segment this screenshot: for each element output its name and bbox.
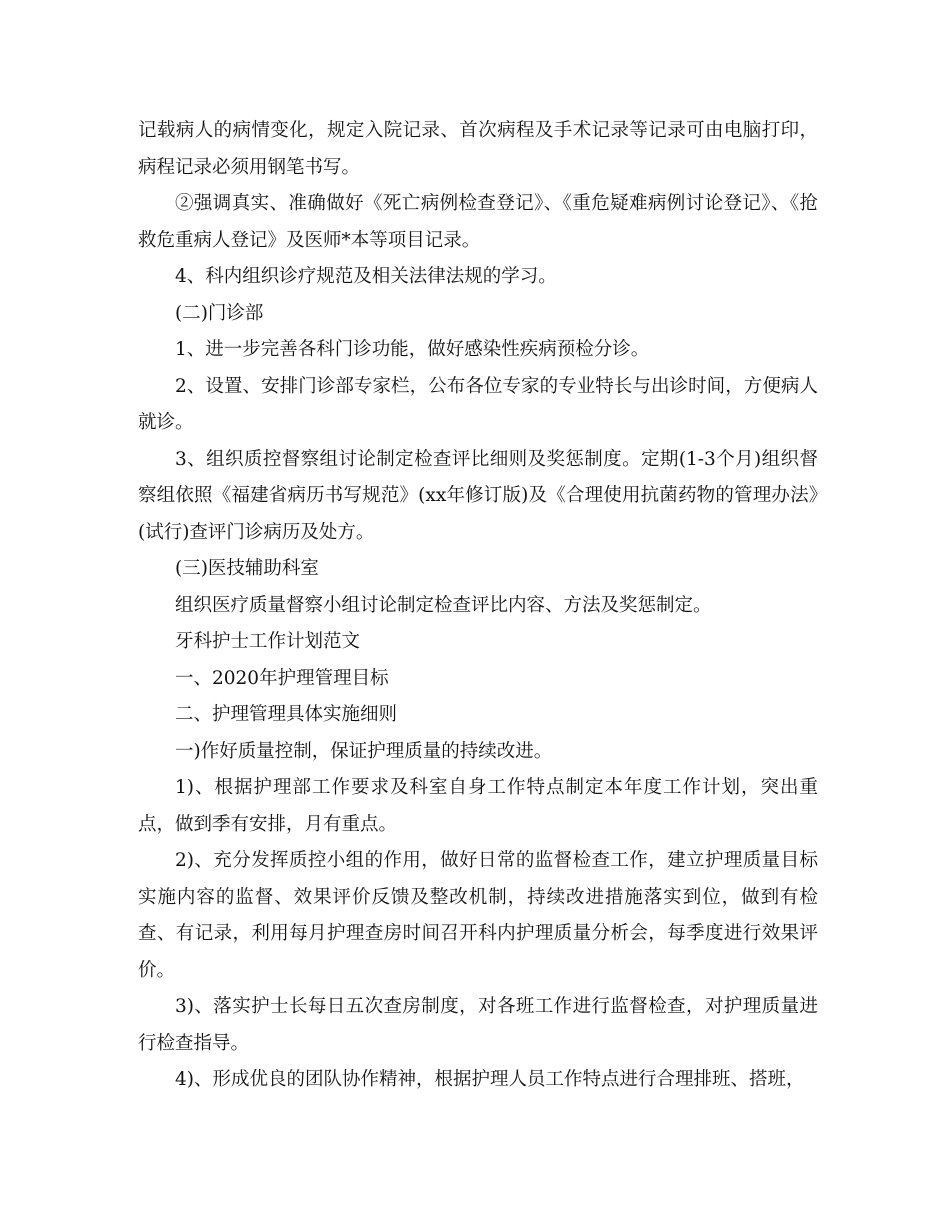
paragraph-13: 一)作好质量控制，保证护理质量的持续改进。: [175, 740, 553, 762]
document-subtitle: 牙科护士工作计划范文: [175, 631, 361, 652]
paragraph-5: 1、进一步完善各科门诊功能，做好感染性疾病预检分诊。: [175, 339, 650, 360]
paragraph-17: 4)、形成优良的团队协作精神，根据护理人员工作特点进行合理排班、搭班，: [175, 1069, 805, 1090]
document-body: [138, 113, 818, 1099]
paragraph-1: 记载病人的病情变化，规定入院记录、首次病程及手术记录等记录可由电脑打印，病程记录必须用钢笔书写。: [138, 120, 818, 178]
paragraph-16: 3)、落实护士长每日五次查房制度，对各班工作进行监督检查，对护理质量进行检查指导。: [138, 996, 818, 1054]
paragraph-14: 1)、根据护理部工作要求及科室自身工作特点制定本年度工作计划，突出重点，做到季有安排，月有重点。: [138, 777, 818, 835]
section-heading-outpatient: (二)门诊部: [175, 302, 264, 324]
section-heading-goals: 一、2020年护理管理目标: [175, 667, 389, 689]
paragraph-7: 3、组织质控督察组讨论制定检查评比细则及奖惩制度。定期(1-3个月)组织督察组依照《福建省病历书写规范》(xx年修订版)及《合理使用抗菌药物的管理办法》(试行)查评门诊病历及处方。: [138, 448, 818, 543]
paragraph-6: 2、设置、安排门诊部专家栏，公布各位专家的专业特长与出诊时间，方便病人就诊。: [138, 375, 818, 433]
section-heading-details: 二、护理管理具体实施细则: [175, 704, 398, 725]
paragraph-15: 2)、充分发挥质控小组的作用，做好日常的监督检查工作，建立护理质量目标实施内容的监督、效果评价反馈及整改机制，持续改进措施落实到位，做到有检查、有记录，利用每月护理查房时间召开科内护理质量分析会，每季度进行效果评价。: [138, 850, 818, 981]
paragraph-3: 4、科内组织诊疗规范及相关法律法规的学习。: [175, 266, 557, 287]
section-heading-medtech: (三)医技辅助科室: [175, 558, 319, 579]
paragraph-2: ②强调真实、准确做好《死亡病例检查登记》、《重危疑难病例讨论登记》、《抢救危重病人登记》及医师*本等项目记录。: [138, 193, 818, 251]
paragraph-9: 组织医疗质量督察小组讨论制定检查评比内容、方法及奖惩制定。: [175, 594, 712, 616]
